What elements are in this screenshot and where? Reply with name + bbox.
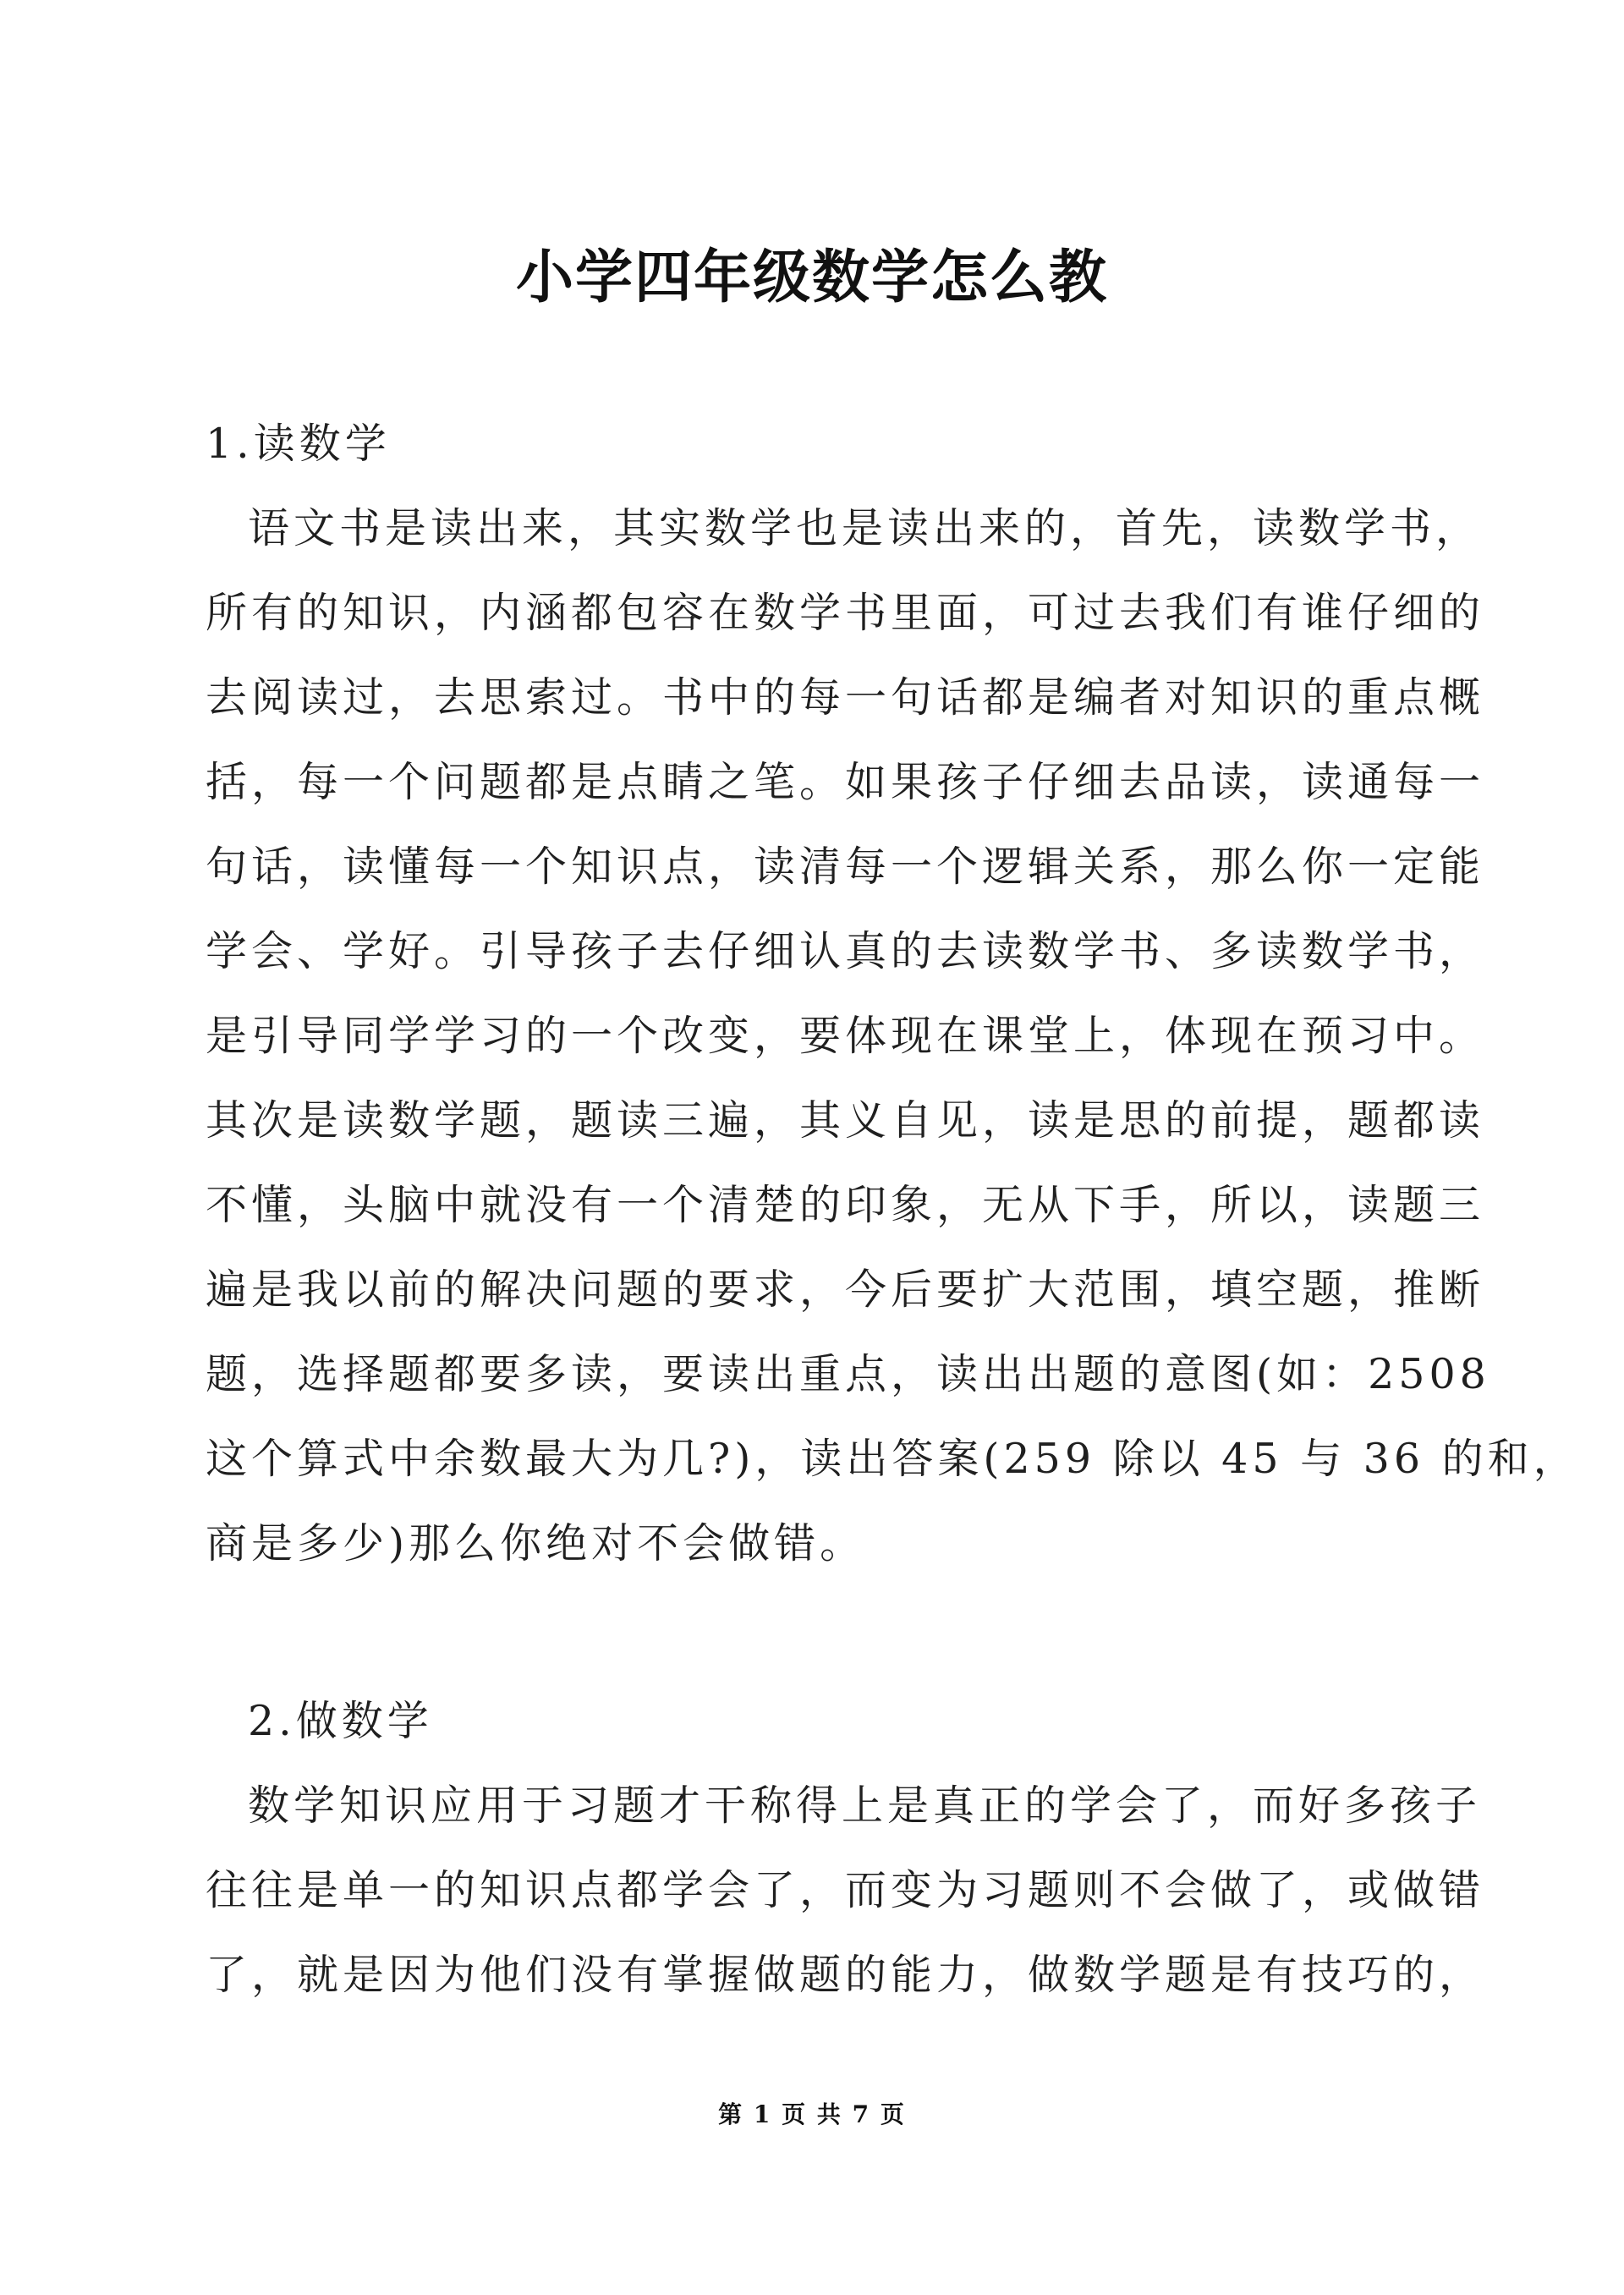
paragraph-line: 不懂，头脑中就没有一个清楚的印象，无从下手，所以，读题三 [206,1181,1485,1229]
paragraph-line: 往往是单一的知识点都学会了，而变为习题则不会做了，或做错 [206,1866,1485,1914]
paragraph-line: 去阅读过，去思索过。书中的每一句话都是编者对知识的重点概 [206,673,1485,722]
section-1-heading: 1.读数学 [206,420,391,468]
paragraph-line: 了，就是因为他们没有掌握做题的能力，做数学题是有技巧的， [206,1951,1485,1999]
paragraph-line: 这个算式中余数最大为几?)，读出答案(259 除以 45 与 36 的和， [206,1435,1579,1483]
document-title: 小学四年级数学怎么教 [515,244,1108,311]
section-2-heading: 2.做数学 [248,1697,433,1745]
paragraph-line: 商是多少)那么你绝对不会做错。 [206,1519,866,1568]
paragraph-line: 括，每一个问题都是点睛之笔。如果孩子仔细去品读，读通每一 [206,758,1485,806]
paragraph-line: 学会、学好。引导孩子去仔细认真的去读数学书、多读数学书， [206,927,1485,975]
page-number-footer: 第 1 页 共 7 页 [718,2100,906,2128]
paragraph-line: 所有的知识，内涵都包容在数学书里面，可过去我们有谁仔细的 [206,589,1485,637]
paragraph-line: 题，选择题都要多读，要读出重点，读出出题的意图(如：2508 [206,1350,1490,1398]
paragraph-line: 其次是读数学题，题读三遍，其义自见，读是思的前提，题都读 [206,1096,1485,1145]
paragraph-line: 遍是我以前的解决问题的要求，今后要扩大范围，填空题，推断 [206,1266,1485,1314]
paragraph-line: 数学知识应用于习题才干称得上是真正的学会了，而好多孩子 [248,1782,1482,1830]
paragraph-line: 语文书是读出来，其实数学也是读出来的，首先，读数学书， [248,504,1482,552]
paragraph-line: 是引导同学学习的一个改变，要体现在课堂上，体现在预习中。 [206,1012,1485,1060]
paragraph-line: 句话，读懂每一个知识点，读清每一个逻辑关系，那么你一定能 [206,843,1485,891]
